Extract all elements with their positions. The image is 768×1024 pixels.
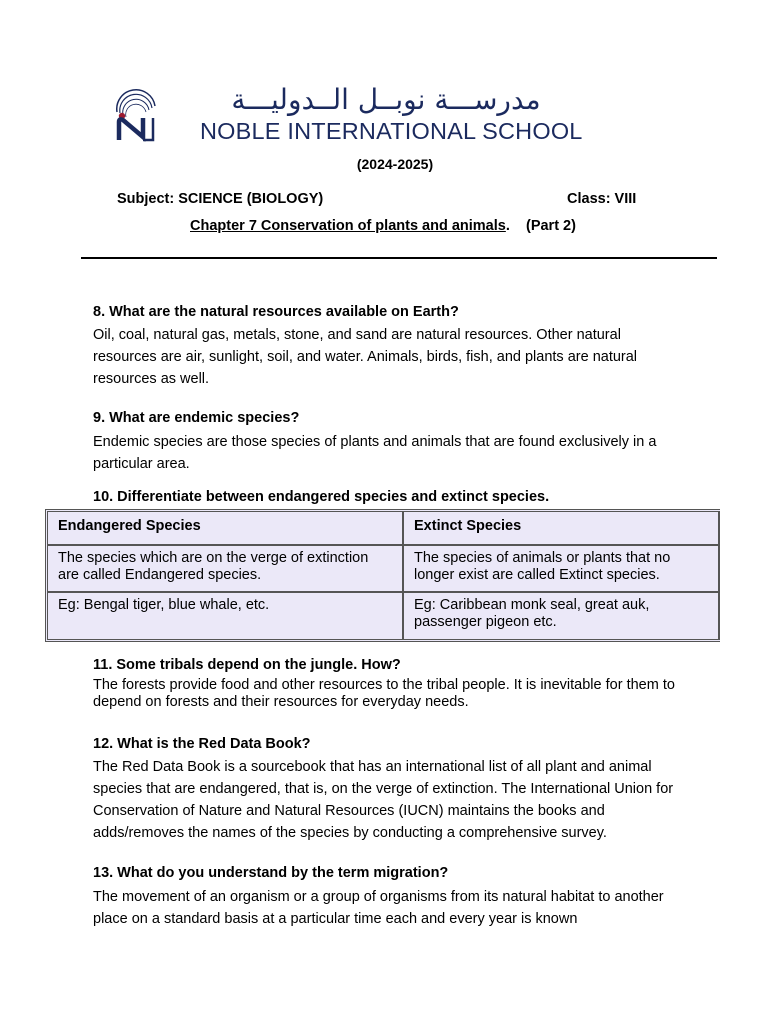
answer-13: The movement of an organism or a group of organisms from its natural habitat to another place on a standard basis at a particular time each and every year is known [93, 889, 664, 927]
table-header-cell: Extinct Species [404, 512, 720, 546]
answer-12: The Red Data Book is a sourcebook that has an international list of all plant and animal species that are endangered, that is, on the verge of extinction. The International Union for Conservation of Nature and Natural Resources (IUCN) maintains the books and adds/removes the names of the species by conducting a comprehensive survey. [93, 759, 674, 841]
chapter-part: . (Part 2) [505, 218, 576, 234]
table-row [48, 593, 720, 639]
school-name-arabic: مدرســـة نوبــل الــدوليـــة [231, 83, 541, 116]
table-header-row [48, 512, 720, 546]
table-cell: Eg: Caribbean monk seal, great auk, passenger pigeon etc. [404, 593, 720, 639]
school-crest-icon [113, 82, 159, 142]
class-label: Class: VIII [567, 191, 637, 207]
answer-9: Endemic species are those species of plants and animals that are found exclusively in a particular area. [93, 434, 657, 472]
answer-8: Oil, coal, natural gas, metals, stone, and sand are natural resources. Other natural resources are air, sunlight, soil, and water. Animals, birds, fish, and plants are natural resources as well. [93, 327, 638, 387]
comparison-table [45, 509, 720, 642]
question-13: 13. What do you understand by the term migration? [93, 865, 449, 881]
header-divider [81, 257, 717, 259]
chapter-title: Chapter 7 Conservation of plants and animals [190, 218, 506, 234]
question-9: 9. What are endemic species? [93, 410, 300, 426]
answer-11: The forests provide food and other resources to the tribal people. It is inevitable for them to depend on forests and their resources for everyday needs. [93, 677, 675, 710]
academic-year: (2024-2025) [356, 156, 434, 172]
question-8: 8. What are the natural resources available on Earth? [93, 304, 459, 320]
question-10: 10. Differentiate between endangered species and extinct species. [93, 489, 550, 505]
school-name: NOBLE INTERNATIONAL SCHOOL [200, 118, 583, 144]
chapter-heading [190, 218, 576, 234]
table-cell: Eg: Bengal tiger, blue whale, etc. [48, 593, 404, 639]
question-12: 12. What is the Red Data Book? [93, 736, 311, 752]
table-header-cell: Endangered Species [48, 512, 404, 546]
table-cell: The species which are on the verge of extinction are called Endangered species. [48, 546, 404, 593]
question-11: 11. Some tribals depend on the jungle. How? [93, 657, 401, 673]
table-cell: The species of animals or plants that no longer exist are called Extinct species. [404, 546, 720, 593]
subject-label: Subject: SCIENCE (BIOLOGY) [117, 191, 324, 207]
table-row [48, 546, 720, 593]
